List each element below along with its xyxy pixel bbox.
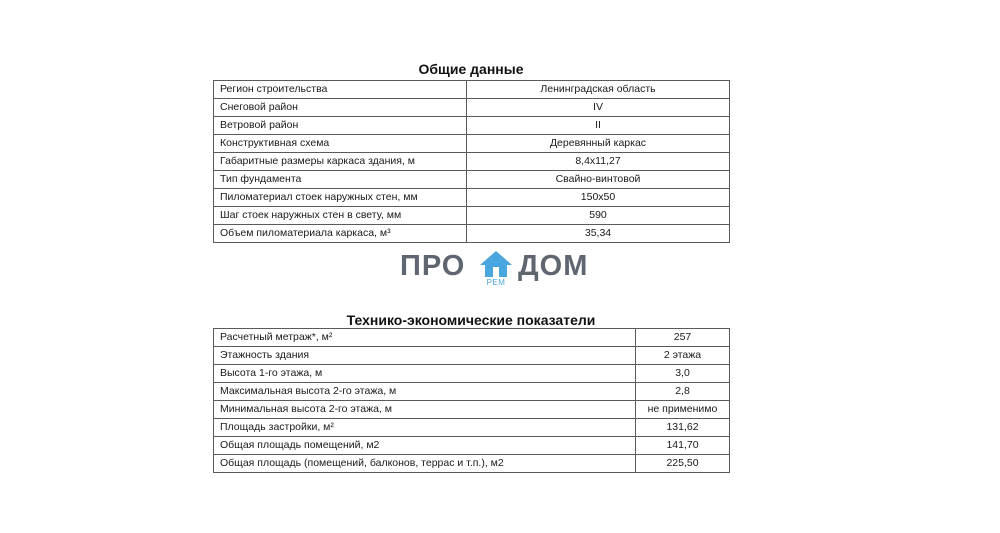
row-value: 225,50 [636,455,730,473]
table-row [214,455,730,473]
row-value: 150х50 [467,189,730,207]
row-value: 131,62 [636,419,730,437]
row-label: Максимальная высота 2-го этажа, м [214,383,636,401]
table-row [214,207,730,225]
row-value: не применимо [636,401,730,419]
table-row [214,347,730,365]
table-row [214,189,730,207]
row-label: Тип фундамента [214,171,467,189]
general-data-title: Общие данные [418,61,524,77]
row-value: 257 [636,329,730,347]
row-value: 590 [467,207,730,225]
row-label: Минимальная высота 2-го этажа, м [214,401,636,419]
row-value: Ленинградская область [467,81,730,99]
general-data-table [213,80,730,243]
row-label: Снеговой район [214,99,467,117]
table-row [214,383,730,401]
table-row [214,365,730,383]
row-value: 35,34 [467,225,730,243]
row-label: Высота 1-го этажа, м [214,365,636,383]
row-label: Расчетный метраж*, м² [214,329,636,347]
row-value: IV [467,99,730,117]
row-value: 8,4х11,27 [467,153,730,171]
logo-text-right: ДОМ [518,250,589,282]
row-value: 3,0 [636,365,730,383]
row-label: Габаритные размеры каркаса здания, м [214,153,467,171]
table-row [214,99,730,117]
house-icon [479,250,513,278]
row-label: Этажность здания [214,347,636,365]
table-row [214,329,730,347]
row-value: 2,8 [636,383,730,401]
row-value: Свайно-винтовой [467,171,730,189]
table-row [214,117,730,135]
table-row [214,153,730,171]
row-label: Пиломатериал стоек наружных стен, мм [214,189,467,207]
logo-text-left: ПРО [400,250,466,282]
row-label: Общая площадь помещений, м2 [214,437,636,455]
row-value: Деревянный каркас [467,135,730,153]
row-label: Площадь застройки, м² [214,419,636,437]
row-value: II [467,117,730,135]
table-row [214,81,730,99]
row-label: Ветровой район [214,117,467,135]
row-value: 141,70 [636,437,730,455]
table-row [214,171,730,189]
tech-econ-title: Технико-экономические показатели [346,312,596,328]
tech-econ-table [213,328,730,473]
row-label: Общая площадь (помещений, балконов, террас и т.п.), м2 [214,455,636,473]
logo-subtext: РЕМ [486,278,506,287]
table-row [214,437,730,455]
row-label: Объем пиломатериала каркаса, м³ [214,225,467,243]
table-row [214,225,730,243]
row-label: Регион строительства [214,81,467,99]
row-value: 2 этажа [636,347,730,365]
row-label: Шаг стоек наружных стен в свету, мм [214,207,467,225]
table-row [214,401,730,419]
row-label: Конструктивная схема [214,135,467,153]
table-row [214,135,730,153]
prodom-logo [400,250,600,290]
table-row [214,419,730,437]
